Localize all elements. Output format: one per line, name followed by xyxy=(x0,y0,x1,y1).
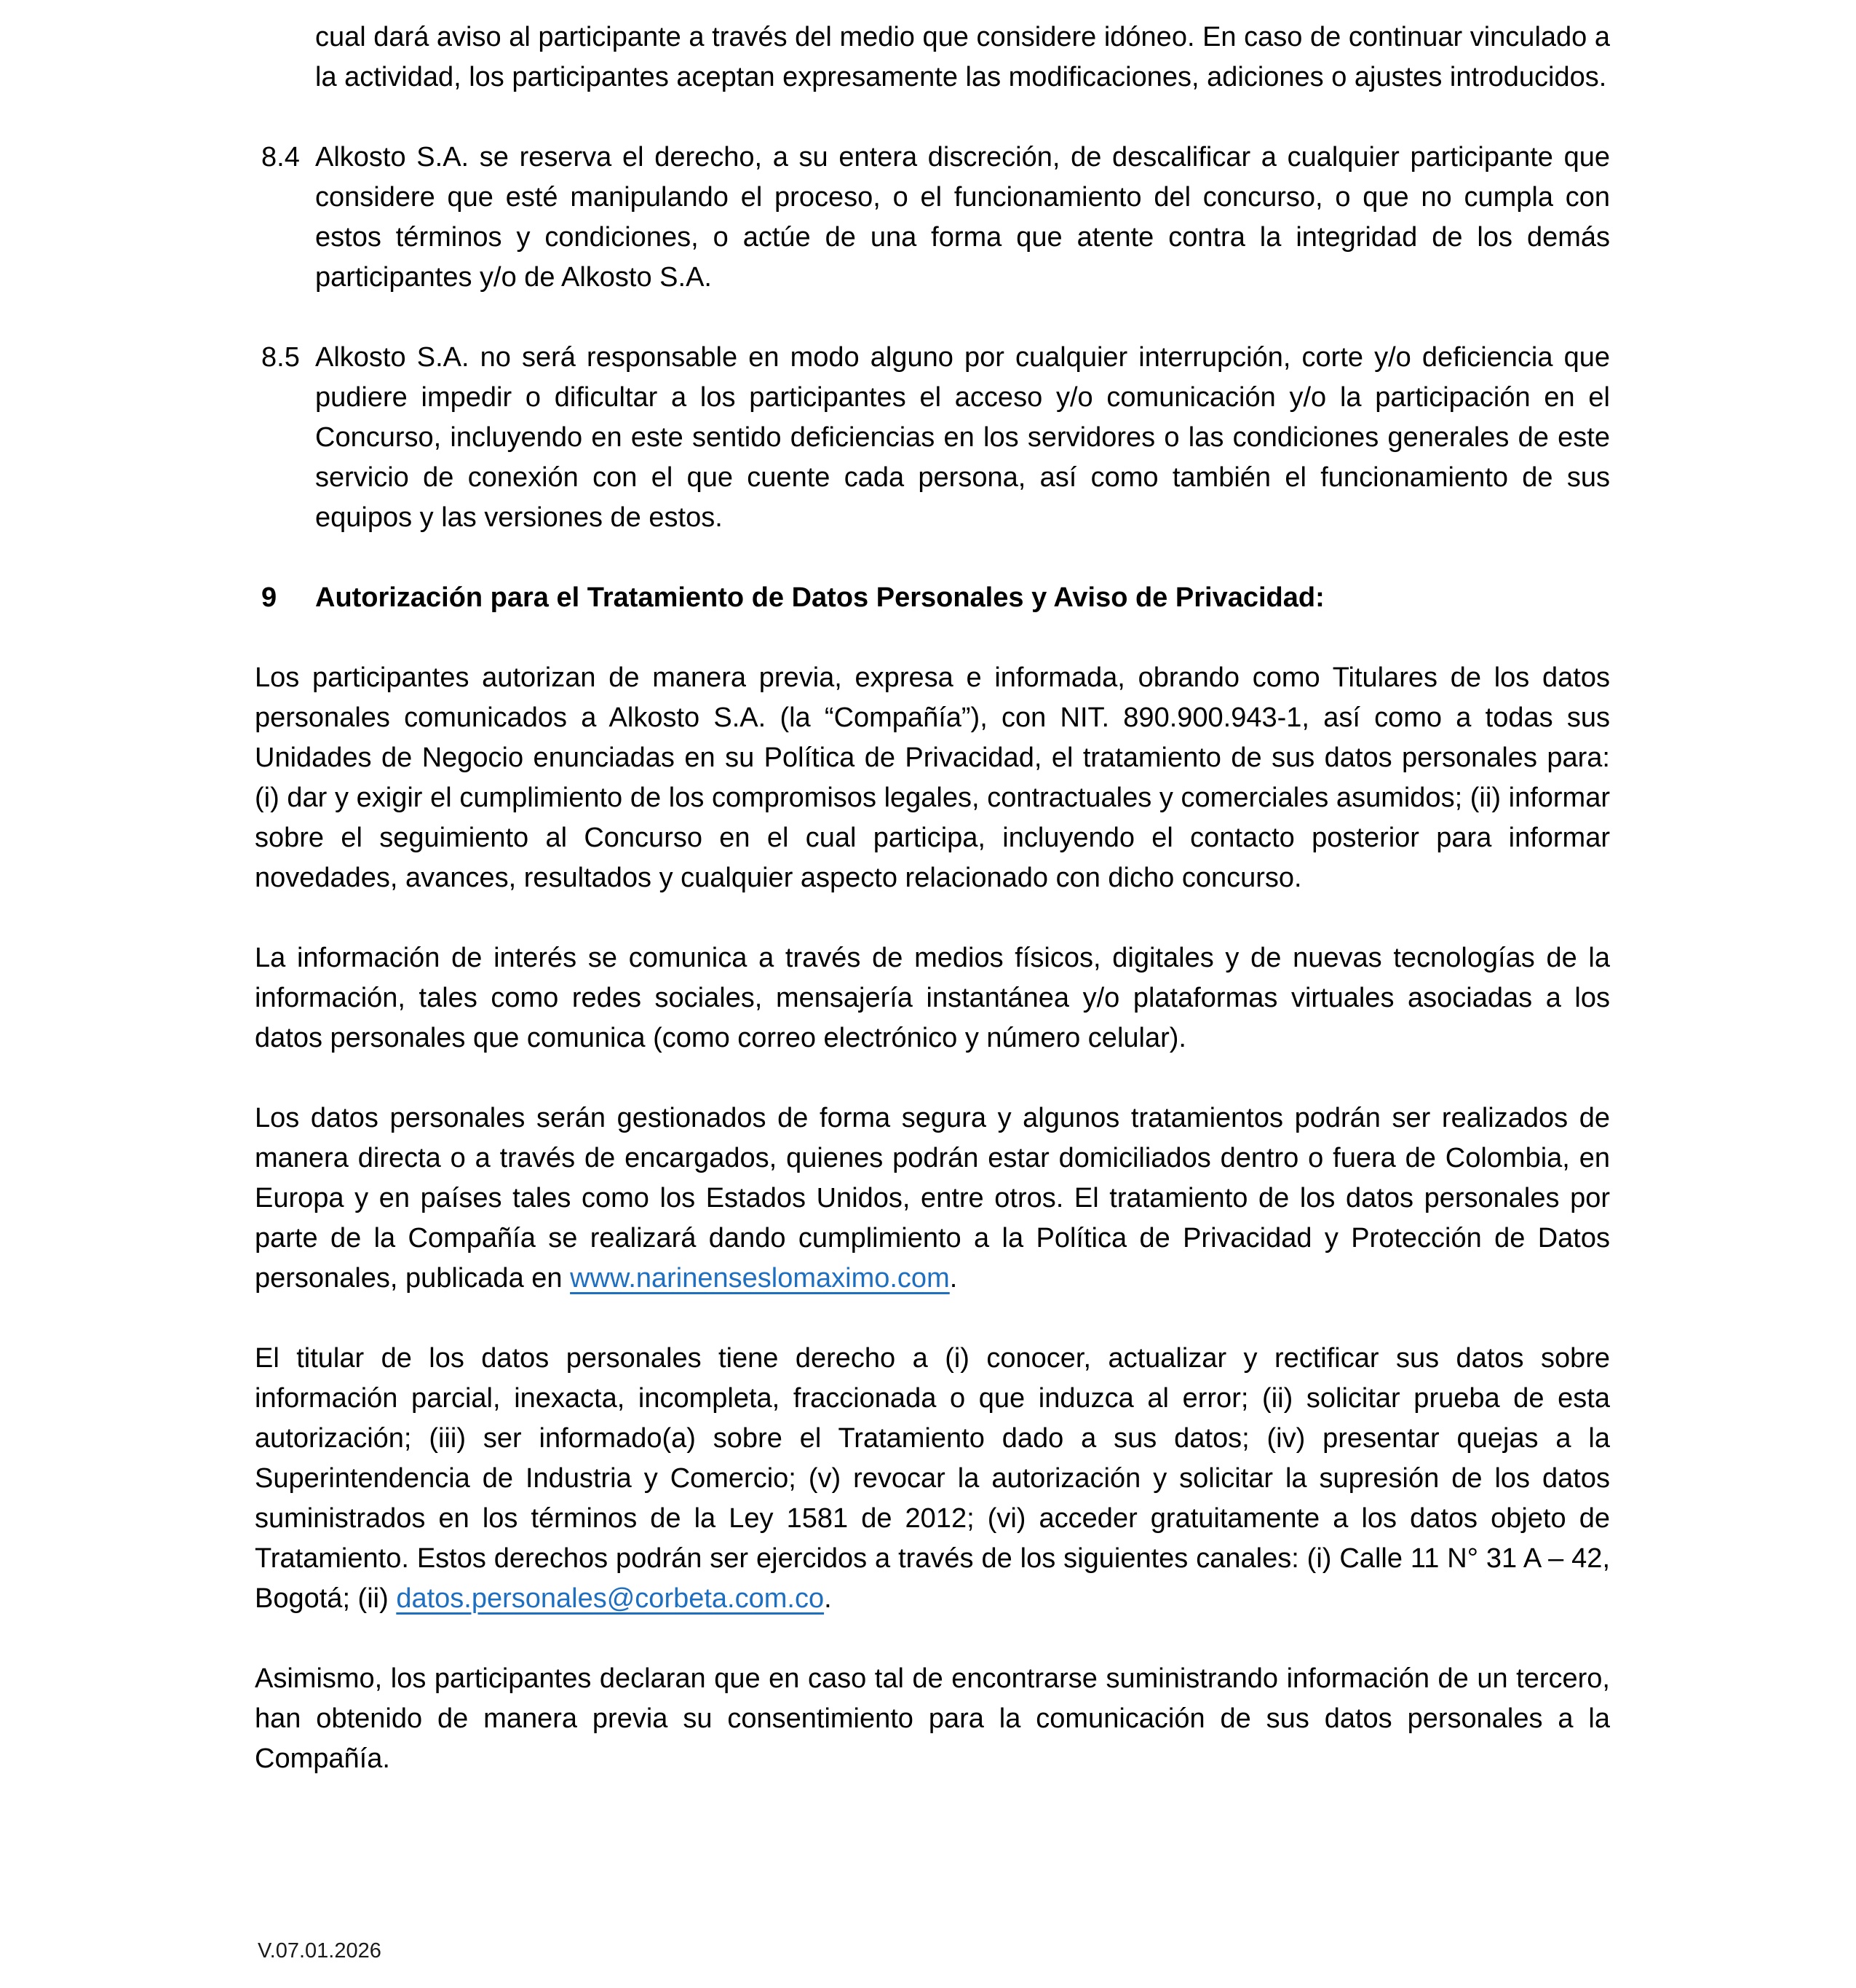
section-9-heading xyxy=(255,578,1610,618)
paragraph-data-management-period: . xyxy=(949,1263,958,1294)
paragraph-data-rights-text: El titular de los datos personales tiene derecho a (i) conocer, actualizar y rectificar sus datos sobre información parcial, inexacta, incompleta, fraccionada o que induzca al error; (ii) solicitar prueba de esta autorización; (iii) ser informado(a) sobre el Tratamiento dado a sus datos; (iv) presentar quejas a la Superintendencia de Industria y Comercio; (v) revocar la autorización y solicitar la supresión de los datos suministrados en los términos de la Ley 1581 de 2012; (vi) acceder gratuitamente a los datos objeto de Tratamiento. Estos derechos podrán ser ejercidos a través de los siguientes canales: (i) Calle 11 N° 31 A – 42, Bogotá; (ii) xyxy=(255,1343,1610,1614)
paragraph-data-rights-period: . xyxy=(824,1583,832,1614)
paragraph-data-management-text: Los datos personales serán gestionados de forma segura y algunos tratamientos podrán ser realizados de manera directa o a través de encargados, quienes podrán estar domiciliados dentro o fuera de Colombia, en Europa y en países tales como los Estados Unidos, entre otros. El tratamiento de los datos personales por parte de la Compañía se realizará dando cumplimiento a la Política de Privacidad y Protección de Datos personales, publicada en xyxy=(255,1103,1610,1294)
paragraph-data-management xyxy=(255,1098,1610,1299)
clause-8-5-text: Alkosto S.A. no será responsable en modo alguno por cualquier interrupción, corte y/o deficiencia que pudiere impedir o dificultar a los participantes el acceso y/o comunicación y/o la participación en el Concurso, incluyendo en este sentido deficiencias en los servidores o las condiciones generales de este servicio de conexión con el que cuente cada persona, así como también el funcionamiento de sus equipos y las versiones de estos. xyxy=(315,342,1610,533)
document-body xyxy=(255,17,1610,1819)
clause-8-5-number: 8.5 xyxy=(261,342,300,373)
paragraph-communication-channels: La información de interés se comunica a través de medios físicos, digitales y de nuevas tecnologías de la información, tales como redes sociales, mensajería instantánea y/o plataformas virtuales asociadas a los datos personales que comunica (como correo electrónico y número celular). xyxy=(255,943,1610,1053)
continued-paragraph: cual dará aviso al participante a través del medio que considere idóneo. En caso de continuar vinculado a la actividad, los participantes aceptan expresamente las modificaciones, adiciones o ajustes introducidos. xyxy=(315,22,1610,92)
section-9-title: Autorización para el Tratamiento de Datos Personales y Aviso de Privacidad: xyxy=(315,582,1325,613)
paragraph-data-rights xyxy=(255,1339,1610,1619)
paragraph-third-party-data: Asimismo, los participantes declaran que en caso tal de encontrarse suministrando información de un tercero, han obtenido de manera previa su consentimiento para la comunicación de sus datos personales a la Compañía. xyxy=(255,1663,1610,1774)
version-footer: V.07.01.2026 xyxy=(258,1939,381,1963)
privacy-policy-link[interactable]: www.narinenseslomaximo.com xyxy=(570,1263,950,1294)
paragraph-authorization: Los participantes autorizan de manera previa, expresa e informada, obrando como Titulares de los datos personales comunicados a Alkosto S.A. (la “Compañía”), con NIT. 890.900.943-1, así como a todas sus Unidades de Negocio enunciadas en su Política de Privacidad, el tratamiento de sus datos personales para: (i) dar y exigir el cumplimiento de los compromisos legales, contractuales y comerciales asumidos; (ii) informar sobre el seguimiento al Concurso en el cual participa, incluyendo el contacto posterior para informar novedades, avances, resultados y cualquier aspecto relacionado con dicho concurso. xyxy=(255,662,1610,893)
clause-8-4 xyxy=(255,138,1610,298)
clause-8-5 xyxy=(255,338,1610,538)
clause-8-4-text: Alkosto S.A. se reserva el derecho, a su entera discreción, de descalificar a cualquier participante que considere que esté manipulando el proceso, o el funcionamiento del concurso, o que no cumpla con estos términos y condiciones, o actúe de una forma que atente contra la integridad de los demás participantes y/o de Alkosto S.A. xyxy=(315,142,1610,293)
clause-8-4-number: 8.4 xyxy=(261,142,300,173)
data-privacy-email-link[interactable]: datos.personales@corbeta.com.co xyxy=(396,1583,825,1614)
section-9-number: 9 xyxy=(261,582,277,613)
